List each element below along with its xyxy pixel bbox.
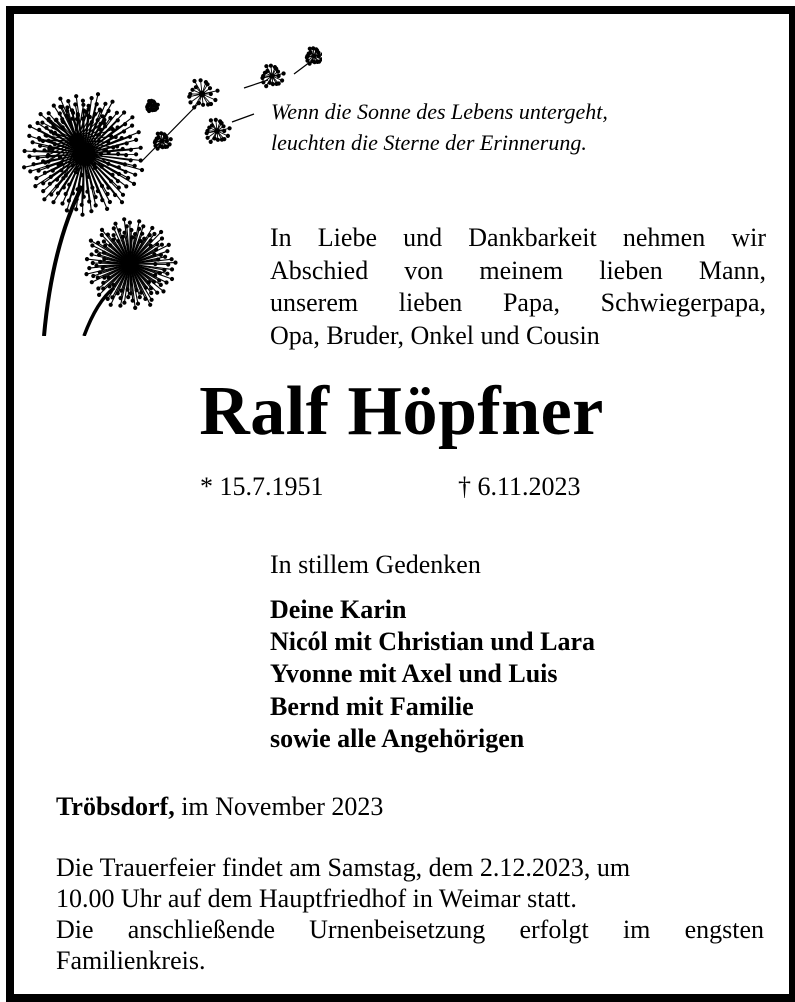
memorial-quote	[271, 96, 608, 158]
place: Tröbsdorf,	[56, 792, 175, 821]
obituary-frame	[6, 6, 795, 1002]
mourner-name: sowie alle Angehörigen	[270, 723, 595, 755]
ceremony-line-4: Familienkreis.	[56, 945, 764, 976]
quote-line-2: leuchten die Sterne der Erinnerung.	[271, 127, 608, 158]
mourner-name: Yvonne mit Axel und Luis	[270, 658, 595, 690]
dandelion-small-icon	[85, 218, 177, 310]
intro-line-1: In Liebe und Dankbarkeit nehmen wir	[270, 222, 766, 255]
ceremony-line-1: Die Trauerfeier findet am Samstag, dem 2.12.2023, um	[56, 852, 764, 883]
mourners-heading: In stillem Gedenken	[270, 550, 481, 580]
intro-line-4: Opa, Bruder, Onkel und Cousin	[270, 320, 766, 353]
death-date: † 6.11.2023	[458, 472, 581, 502]
mourners-list	[270, 594, 595, 755]
dandelion-big-icon	[23, 93, 144, 217]
mourner-name: Bernd mit Familie	[270, 691, 595, 723]
ceremony-line-3: Die anschließende Urnenbeisetzung erfolgt im engsten	[56, 914, 764, 945]
birth-date: * 15.7.1951	[200, 472, 324, 502]
ceremony-details	[56, 852, 764, 976]
ceremony-line-2: 10.00 Uhr auf dem Hauptfriedhof in Weimar statt.	[56, 883, 764, 914]
date: im November 2023	[175, 792, 384, 821]
deceased-name: Ralf Höpfner	[14, 372, 789, 452]
intro-line-3: unserem lieben Papa, Schwiegerpapa,	[270, 287, 766, 320]
mourner-name: Deine Karin	[270, 594, 595, 626]
place-date	[56, 792, 383, 822]
quote-line-1: Wenn die Sonne des Lebens untergeht,	[271, 96, 608, 127]
intro-text	[270, 222, 766, 352]
intro-line-2: Abschied von meinem lieben Mann,	[270, 255, 766, 288]
mourner-name: Nicól mit Christian und Lara	[270, 626, 595, 658]
